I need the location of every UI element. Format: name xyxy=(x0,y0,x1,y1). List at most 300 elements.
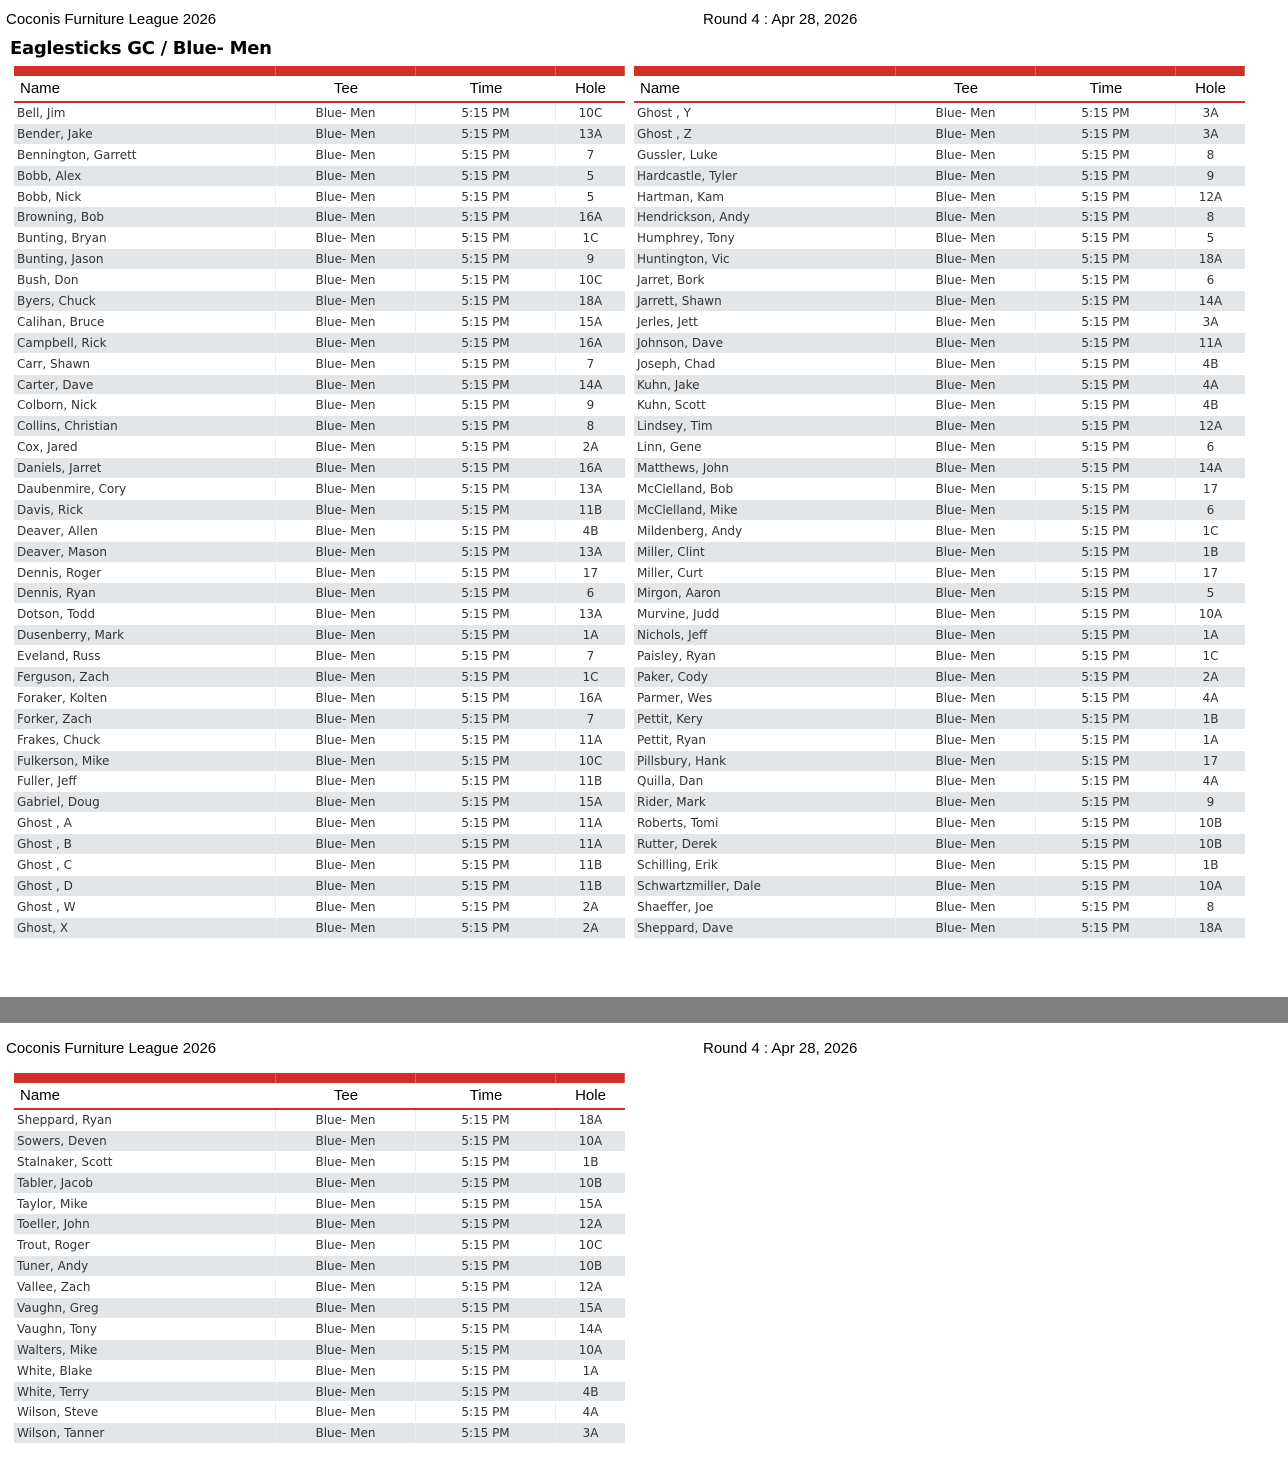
table-row xyxy=(14,1277,625,1298)
hole-cell: 1C xyxy=(582,231,599,246)
table-row xyxy=(634,918,1245,939)
table-row xyxy=(14,479,625,500)
time-cell: 5:15 PM xyxy=(416,1402,556,1422)
time-cell: 5:15 PM xyxy=(416,1277,556,1297)
hole-cell: 18A xyxy=(1198,252,1223,267)
player-name: Sheppard, Ryan xyxy=(14,1110,276,1130)
hole-cell: 12A xyxy=(578,1280,603,1295)
player-name: Toeller, John xyxy=(14,1214,276,1234)
time-cell: 5:15 PM xyxy=(1036,521,1176,541)
tee-cell: Blue- Men xyxy=(276,1402,416,1422)
player-name: Ghost , B xyxy=(14,834,276,854)
column-header-hole: Hole xyxy=(575,1087,606,1104)
tee-cell: Blue- Men xyxy=(276,1173,416,1193)
table-row xyxy=(634,563,1245,584)
table-row xyxy=(14,166,625,187)
hole-cell: 1C xyxy=(1202,523,1219,538)
hole-cell: 5 xyxy=(1206,231,1215,246)
player-name: Ghost , A xyxy=(14,813,276,833)
table-row xyxy=(14,1194,625,1215)
table-row xyxy=(14,500,625,521)
hole-cell: 11A xyxy=(578,837,603,852)
time-cell: 5:15 PM xyxy=(1036,124,1176,144)
player-name: Bunting, Jason xyxy=(14,249,276,269)
time-cell: 5:15 PM xyxy=(416,249,556,269)
time-cell: 5:15 PM xyxy=(1036,354,1176,374)
player-name: Paker, Cody xyxy=(634,667,896,687)
tee-cell: Blue- Men xyxy=(276,228,416,248)
hole-cell: 10A xyxy=(1198,607,1223,622)
table-row xyxy=(14,207,625,228)
table-accent-bar xyxy=(14,66,625,76)
tee-cell: Blue- Men xyxy=(276,542,416,562)
tee-cell: Blue- Men xyxy=(896,249,1036,269)
league-title: Coconis Furniture League 2026 xyxy=(6,11,217,28)
time-cell: 5:15 PM xyxy=(416,354,556,374)
player-name: Kuhn, Jake xyxy=(634,375,896,395)
table-row xyxy=(14,688,625,709)
time-cell: 5:15 PM xyxy=(1036,207,1176,227)
time-cell: 5:15 PM xyxy=(416,709,556,729)
time-cell: 5:15 PM xyxy=(416,667,556,687)
time-cell: 5:15 PM xyxy=(416,1152,556,1172)
tee-cell: Blue- Men xyxy=(896,291,1036,311)
hole-cell: 3A xyxy=(1202,105,1219,120)
tee-cell: Blue- Men xyxy=(276,834,416,854)
table-row xyxy=(14,834,625,855)
time-cell: 5:15 PM xyxy=(1036,834,1176,854)
player-name: Vaughn, Greg xyxy=(14,1298,276,1318)
tee-cell: Blue- Men xyxy=(896,500,1036,520)
table-row xyxy=(634,166,1245,187)
tee-cell: Blue- Men xyxy=(276,1256,416,1276)
tee-cell: Blue- Men xyxy=(276,1214,416,1234)
hole-cell: 13A xyxy=(578,481,603,496)
table-row xyxy=(634,207,1245,228)
player-name: Calihan, Bruce xyxy=(14,312,276,332)
tee-cell: Blue- Men xyxy=(276,1152,416,1172)
table-row xyxy=(634,813,1245,834)
table-row xyxy=(14,228,625,249)
table-row xyxy=(634,354,1245,375)
tee-cell: Blue- Men xyxy=(896,918,1036,938)
table-row xyxy=(634,145,1245,166)
time-cell: 5:15 PM xyxy=(1036,103,1176,123)
tee-cell: Blue- Men xyxy=(276,876,416,896)
player-name: Gabriel, Doug xyxy=(14,792,276,812)
time-cell: 5:15 PM xyxy=(1036,876,1176,896)
hole-cell: 9 xyxy=(586,398,595,413)
player-name: Gussler, Luke xyxy=(634,145,896,165)
tee-cell: Blue- Men xyxy=(276,207,416,227)
hole-cell: 2A xyxy=(582,920,599,935)
table-row xyxy=(634,249,1245,270)
hole-cell: 10B xyxy=(578,1259,603,1274)
time-cell: 5:15 PM xyxy=(1036,228,1176,248)
table-row xyxy=(14,730,625,751)
table-row xyxy=(634,416,1245,437)
tee-cell: Blue- Men xyxy=(276,270,416,290)
tee-cell: Blue- Men xyxy=(276,1319,416,1339)
time-cell: 5:15 PM xyxy=(416,458,556,478)
time-cell: 5:15 PM xyxy=(416,542,556,562)
player-name: White, Blake xyxy=(14,1361,276,1381)
tee-cell: Blue- Men xyxy=(896,751,1036,771)
tee-cell: Blue- Men xyxy=(896,207,1036,227)
table-row xyxy=(14,772,625,793)
table-row xyxy=(14,249,625,270)
tee-cell: Blue- Men xyxy=(276,1194,416,1214)
player-name: Joseph, Chad xyxy=(634,354,896,374)
player-name: Pettit, Kery xyxy=(634,709,896,729)
hole-cell: 3A xyxy=(1202,314,1219,329)
table-row xyxy=(634,751,1245,772)
tee-cell: Blue- Men xyxy=(276,1110,416,1130)
time-cell: 5:15 PM xyxy=(1036,395,1176,415)
table-row xyxy=(634,124,1245,145)
hole-cell: 12A xyxy=(1198,419,1223,434)
time-cell: 5:15 PM xyxy=(1036,291,1176,311)
table-row xyxy=(14,542,625,563)
time-cell: 5:15 PM xyxy=(416,375,556,395)
table-row xyxy=(634,688,1245,709)
player-name: Ghost, X xyxy=(14,918,276,938)
tee-cell: Blue- Men xyxy=(896,228,1036,248)
player-name: McClelland, Bob xyxy=(634,479,896,499)
tee-cell: Blue- Men xyxy=(896,395,1036,415)
tee-cell: Blue- Men xyxy=(896,688,1036,708)
tee-cell: Blue- Men xyxy=(896,187,1036,207)
tee-cell: Blue- Men xyxy=(896,542,1036,562)
table-row xyxy=(14,1298,625,1319)
time-cell: 5:15 PM xyxy=(1036,500,1176,520)
time-cell: 5:15 PM xyxy=(416,1340,556,1360)
hole-cell: 4A xyxy=(1202,690,1219,705)
table-row xyxy=(14,876,625,897)
player-name: Carr, Shawn xyxy=(14,354,276,374)
player-name: Ghost , Y xyxy=(634,103,896,123)
time-cell: 5:15 PM xyxy=(416,918,556,938)
time-cell: 5:15 PM xyxy=(416,563,556,583)
tee-cell: Blue- Men xyxy=(276,855,416,875)
tee-cell: Blue- Men xyxy=(276,604,416,624)
player-name: Ghost , W xyxy=(14,897,276,917)
table-header xyxy=(14,1083,625,1110)
hole-cell: 11B xyxy=(578,502,603,517)
player-name: Hartman, Kam xyxy=(634,187,896,207)
time-cell: 5:15 PM xyxy=(1036,458,1176,478)
table-row xyxy=(14,1214,625,1235)
player-name: Hardcastle, Tyler xyxy=(634,166,896,186)
player-name: Taylor, Mike xyxy=(14,1194,276,1214)
player-name: Wilson, Steve xyxy=(14,1402,276,1422)
tee-cell: Blue- Men xyxy=(276,1423,416,1443)
hole-cell: 14A xyxy=(578,1321,603,1336)
tee-cell: Blue- Men xyxy=(276,1131,416,1151)
player-name: Eveland, Russ xyxy=(14,646,276,666)
table-row xyxy=(14,1152,625,1173)
hole-cell: 10B xyxy=(1198,837,1223,852)
player-name: Schwartzmiller, Dale xyxy=(634,876,896,896)
player-name: Dusenberry, Mark xyxy=(14,625,276,645)
hole-cell: 5 xyxy=(1206,586,1215,601)
hole-cell: 11A xyxy=(1198,335,1223,350)
time-cell: 5:15 PM xyxy=(416,103,556,123)
tee-cell: Blue- Men xyxy=(276,166,416,186)
hole-cell: 7 xyxy=(586,147,595,162)
tee-cell: Blue- Men xyxy=(276,1277,416,1297)
hole-cell: 1A xyxy=(582,628,599,643)
column-header-time: Time xyxy=(1089,80,1123,97)
table-row xyxy=(634,375,1245,396)
player-name: Vallee, Zach xyxy=(14,1277,276,1297)
hole-cell: 4B xyxy=(582,523,599,538)
time-cell: 5:15 PM xyxy=(416,1214,556,1234)
player-name: Bennington, Garrett xyxy=(14,145,276,165)
time-cell: 5:15 PM xyxy=(416,730,556,750)
column-header-tee: Tee xyxy=(333,80,359,97)
table-header xyxy=(634,76,1245,103)
table-row xyxy=(14,375,625,396)
hole-cell: 16A xyxy=(578,335,603,350)
time-cell: 5:15 PM xyxy=(1036,918,1176,938)
player-name: Matthews, John xyxy=(634,458,896,478)
tee-cell: Blue- Men xyxy=(276,563,416,583)
player-name: Trout, Roger xyxy=(14,1235,276,1255)
player-name: Schilling, Erik xyxy=(634,855,896,875)
tee-cell: Blue- Men xyxy=(896,103,1036,123)
hole-cell: 9 xyxy=(1206,795,1215,810)
tee-cell: Blue- Men xyxy=(896,730,1036,750)
table-row xyxy=(14,333,625,354)
tee-cell: Blue- Men xyxy=(276,187,416,207)
tee-cell: Blue- Men xyxy=(896,813,1036,833)
player-name: Miller, Curt xyxy=(634,563,896,583)
table-row xyxy=(14,437,625,458)
hole-cell: 12A xyxy=(578,1217,603,1232)
tee-cell: Blue- Men xyxy=(896,479,1036,499)
time-cell: 5:15 PM xyxy=(1036,730,1176,750)
time-cell: 5:15 PM xyxy=(416,1235,556,1255)
time-cell: 5:15 PM xyxy=(1036,813,1176,833)
tee-cell: Blue- Men xyxy=(896,667,1036,687)
time-cell: 5:15 PM xyxy=(416,1194,556,1214)
table-row xyxy=(14,103,625,124)
hole-cell: 14A xyxy=(578,377,603,392)
player-name: Tabler, Jacob xyxy=(14,1173,276,1193)
tee-cell: Blue- Men xyxy=(896,354,1036,374)
player-name: Jarret, Bork xyxy=(634,270,896,290)
hole-cell: 2A xyxy=(582,899,599,914)
round-date: Round 4 : Apr 28, 2026 xyxy=(703,11,858,28)
tee-cell: Blue- Men xyxy=(896,583,1036,603)
table-row xyxy=(634,103,1245,124)
table-body xyxy=(634,103,1245,939)
table-row xyxy=(634,876,1245,897)
hole-cell: 1B xyxy=(582,1154,599,1169)
tee-cell: Blue- Men xyxy=(276,1235,416,1255)
table-row xyxy=(14,124,625,145)
table-row xyxy=(14,270,625,291)
table-row xyxy=(14,521,625,542)
time-cell: 5:15 PM xyxy=(1036,855,1176,875)
player-name: Bobb, Alex xyxy=(14,166,276,186)
column-header-name: Name xyxy=(20,80,61,97)
table-row xyxy=(14,855,625,876)
hole-cell: 14A xyxy=(1198,293,1223,308)
player-name: Pillsbury, Hank xyxy=(634,751,896,771)
tee-cell: Blue- Men xyxy=(276,1361,416,1381)
player-name: McClelland, Mike xyxy=(634,500,896,520)
table-row xyxy=(14,145,625,166)
table-row xyxy=(634,834,1245,855)
table-row xyxy=(14,583,625,604)
table-row xyxy=(634,772,1245,793)
time-cell: 5:15 PM xyxy=(416,1382,556,1402)
tee-cell: Blue- Men xyxy=(896,458,1036,478)
column-header-hole: Hole xyxy=(1195,80,1226,97)
tee-cell: Blue- Men xyxy=(896,437,1036,457)
hole-cell: 8 xyxy=(1206,147,1215,162)
time-cell: 5:15 PM xyxy=(416,625,556,645)
hole-cell: 4B xyxy=(582,1384,599,1399)
hole-cell: 4A xyxy=(1202,774,1219,789)
time-cell: 5:15 PM xyxy=(1036,667,1176,687)
time-cell: 5:15 PM xyxy=(1036,249,1176,269)
tee-cell: Blue- Men xyxy=(276,1340,416,1360)
time-cell: 5:15 PM xyxy=(416,270,556,290)
table-body xyxy=(14,103,625,939)
table-row xyxy=(14,751,625,772)
hole-cell: 18A xyxy=(578,293,603,308)
tee-cell: Blue- Men xyxy=(276,249,416,269)
league-title: Coconis Furniture League 2026 xyxy=(6,1040,217,1057)
tee-cell: Blue- Men xyxy=(276,124,416,144)
tee-cell: Blue- Men xyxy=(276,583,416,603)
tee-cell: Blue- Men xyxy=(896,772,1036,792)
hole-cell: 8 xyxy=(1206,210,1215,225)
player-name: Ghost , D xyxy=(14,876,276,896)
column-header-tee: Tee xyxy=(953,80,979,97)
hole-cell: 1B xyxy=(1202,544,1219,559)
time-cell: 5:15 PM xyxy=(416,395,556,415)
time-cell: 5:15 PM xyxy=(416,855,556,875)
hole-cell: 4A xyxy=(1202,377,1219,392)
hole-cell: 7 xyxy=(586,356,595,371)
time-cell: 5:15 PM xyxy=(416,228,556,248)
table-row xyxy=(634,792,1245,813)
tee-cell: Blue- Men xyxy=(276,709,416,729)
player-name: Bell, Jim xyxy=(14,103,276,123)
hole-cell: 18A xyxy=(1198,920,1223,935)
hole-cell: 16A xyxy=(578,690,603,705)
table-row xyxy=(14,1319,625,1340)
tee-cell: Blue- Men xyxy=(896,166,1036,186)
tee-cell: Blue- Men xyxy=(276,667,416,687)
table-row xyxy=(634,187,1245,208)
time-cell: 5:15 PM xyxy=(1036,688,1176,708)
player-name: Jarrett, Shawn xyxy=(634,291,896,311)
time-cell: 5:15 PM xyxy=(1036,542,1176,562)
table-row xyxy=(14,312,625,333)
time-cell: 5:15 PM xyxy=(416,187,556,207)
tee-cell: Blue- Men xyxy=(276,437,416,457)
tee-sheet-table-right xyxy=(634,66,1245,939)
table-row xyxy=(14,625,625,646)
column-header-tee: Tee xyxy=(333,1087,359,1104)
table-row xyxy=(14,1131,625,1152)
tee-cell: Blue- Men xyxy=(276,1298,416,1318)
hole-cell: 14A xyxy=(1198,461,1223,476)
round-date: Round 4 : Apr 28, 2026 xyxy=(703,1040,858,1057)
table-row xyxy=(634,458,1245,479)
player-name: Rider, Mark xyxy=(634,792,896,812)
player-name: Colborn, Nick xyxy=(14,395,276,415)
time-cell: 5:15 PM xyxy=(416,1173,556,1193)
hole-cell: 1C xyxy=(582,669,599,684)
hole-cell: 10B xyxy=(1198,816,1223,831)
hole-cell: 11A xyxy=(578,732,603,747)
time-cell: 5:15 PM xyxy=(416,1298,556,1318)
player-name: Bunting, Bryan xyxy=(14,228,276,248)
player-name: Dennis, Roger xyxy=(14,563,276,583)
time-cell: 5:15 PM xyxy=(416,333,556,353)
hole-cell: 15A xyxy=(578,1196,603,1211)
tee-cell: Blue- Men xyxy=(276,145,416,165)
player-name: Vaughn, Tony xyxy=(14,1319,276,1339)
player-name: Paisley, Ryan xyxy=(634,646,896,666)
hole-cell: 1B xyxy=(1202,858,1219,872)
player-name: Jerles, Jett xyxy=(634,312,896,332)
table-row xyxy=(634,479,1245,500)
time-cell: 5:15 PM xyxy=(1036,792,1176,812)
player-name: Daniels, Jarret xyxy=(14,458,276,478)
player-name: Nichols, Jeff xyxy=(634,625,896,645)
time-cell: 5:15 PM xyxy=(1036,416,1176,436)
tee-cell: Blue- Men xyxy=(896,312,1036,332)
table-row xyxy=(14,709,625,730)
hole-cell: 16A xyxy=(578,210,603,225)
hole-cell: 2A xyxy=(582,440,599,455)
hole-cell: 10C xyxy=(578,1238,603,1253)
table-row xyxy=(634,542,1245,563)
tee-cell: Blue- Men xyxy=(896,897,1036,917)
table-row xyxy=(634,395,1245,416)
hole-cell: 6 xyxy=(1206,502,1215,517)
player-name: Lindsey, Tim xyxy=(634,416,896,436)
table-row xyxy=(634,625,1245,646)
hole-cell: 7 xyxy=(586,711,595,726)
player-name: Frakes, Chuck xyxy=(14,730,276,750)
player-name: Quilla, Dan xyxy=(634,772,896,792)
table-row xyxy=(634,312,1245,333)
tee-cell: Blue- Men xyxy=(896,124,1036,144)
page-separator xyxy=(0,997,1288,1023)
tee-cell: Blue- Men xyxy=(896,792,1036,812)
time-cell: 5:15 PM xyxy=(416,145,556,165)
time-cell: 5:15 PM xyxy=(1036,604,1176,624)
table-accent-bar xyxy=(14,1073,625,1083)
hole-cell: 17 xyxy=(1202,565,1219,580)
hole-cell: 1A xyxy=(1202,628,1219,643)
tee-cell: Blue- Men xyxy=(896,646,1036,666)
tee-cell: Blue- Men xyxy=(276,375,416,395)
column-header-time: Time xyxy=(469,80,503,97)
hole-cell: 5 xyxy=(586,189,595,204)
time-cell: 5:15 PM xyxy=(416,291,556,311)
tee-cell: Blue- Men xyxy=(896,709,1036,729)
player-name: Stalnaker, Scott xyxy=(14,1152,276,1172)
